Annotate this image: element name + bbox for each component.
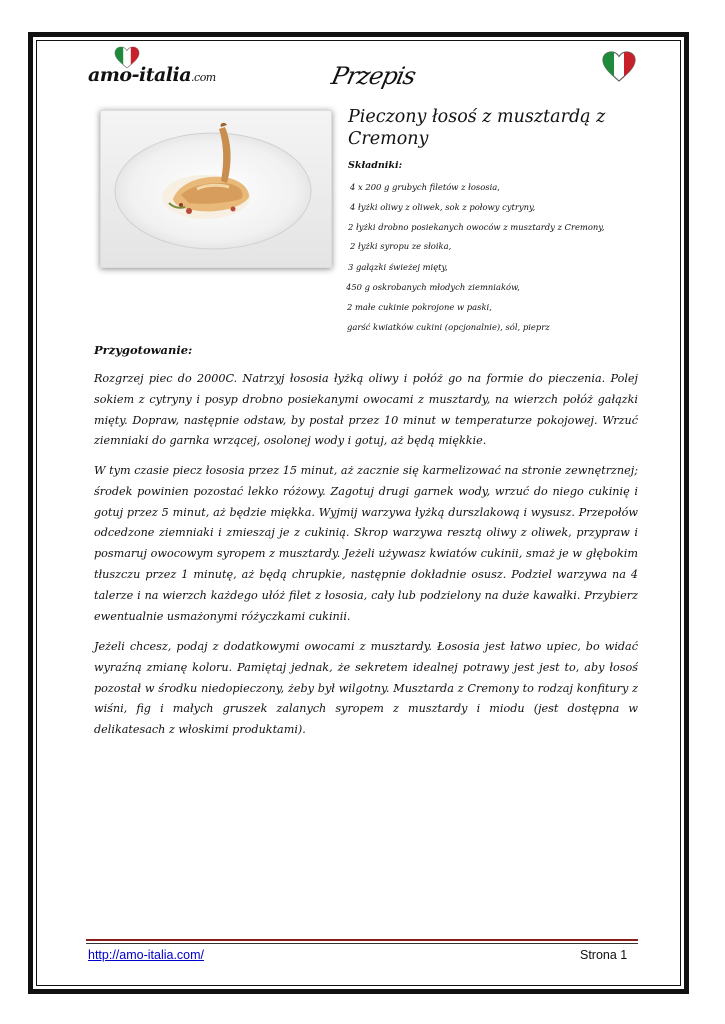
italian-heart-icon [601,50,637,84]
ingredient-item: 4 łyżki oliwy z oliwek, sok z połowy cytryny, [350,202,536,212]
amo-italia-logo [88,46,216,92]
page-number: Strona 1 [580,948,628,962]
ingredient-item: 2 małe cukinie pokrojone w paski, [347,302,492,312]
ingredient-item: 2 łyżki syropu ze słoika, [350,241,452,251]
ingredient-item: 450 g oskrobanych młodych ziemniaków, [346,282,520,292]
dish-photo [100,110,332,268]
footer-rule [86,943,638,944]
ingredient-item: garść kwiatków cukini (opcjonalnie), sól, pieprz [347,322,550,332]
ingredient-item: 4 x 200 g grubych filetów z łososia, [350,182,500,192]
logo-text: amo-italia.com [88,64,216,86]
preparation-heading: Przygotowanie: [94,343,193,357]
ingredients-heading: Składniki: [348,160,403,171]
salmon-dish-illustration [101,111,331,267]
recipe-title: Pieczony łosoś z musztardą z Cremony [348,107,606,149]
ingredient-item: 3 gałązki świeżej mięty, [348,262,448,272]
section-script-title: Przepis [329,62,418,90]
ingredient-item: 2 łyżki drobno posiekanych owoców z musztardy z Cremony, [348,222,605,232]
preparation-paragraph: Rozgrzej piec do 2000C. Natrzyj łososia łyżką oliwy i połóż go na formie do pieczenia. Polej sokiem z cytryny i posyp drobno posiekanymi owocami z musztardy, na wierzch połóż gałązki mięty. Dopraw, następnie odstaw, by postał przez 10 minut w temperaturze pokojowej. Wrzuć ziemniaki do garnka wrzącej, osolonej wody i gotuj, aż będą miękkie. [94,372,638,448]
footer-website-link[interactable]: http://amo-italia.com/ [88,948,205,962]
preparation-paragraph: Jeżeli chcesz, podaj z dodatkowymi owocami z musztardy. Łososia jest łatwo upiec, bo widać wyraźną zmianę koloru. Pamiętaj jednak, że sekretem idealnej potrawy jest jest to, aby łosoś pozostał w środku niedopieczony, żeby był wilgotny. Musztarda z Cremony to rodzaj konfitury z wiśni, fig i małych gruszek zalanych syropem z musztardy i miodu (jest dostępna w delikatesach z włoskimi produktami). [94,640,638,737]
footer-rule [86,939,638,941]
preparation-paragraph: W tym czasie piecz łososia przez 15 minut, aż zacznie się karmelizować na stronie zewnętrznej; środek powinien pozostać lekko różowy. Zagotuj drugi garnek wody, wrzuć do niego cukinię i gotuj przez 5 minut, aż będzie miękka. Wyjmij warzywa łyżką durszlakową i wysusz. Przepołów odcedzone ziemniaki i zmieszaj je z cukinią. Skrop warzywa resztą oliwy z oliwek, przypraw i posmaruj owocowym syropem z musztardy. Jeżeli używasz kwiatów cukinii, smaż je w głębokim tłuszczu przez 1 minutę, aż będą chrupkie, następnie dokładnie osusz. Podziel warzywa na 4 talerze i na wierzch każdego ułóż filet z łososia, cały lub podzielony na duże kawałki. Przybierz ewentualnie usmażonymi różyczkami cukinii. [94,464,638,623]
